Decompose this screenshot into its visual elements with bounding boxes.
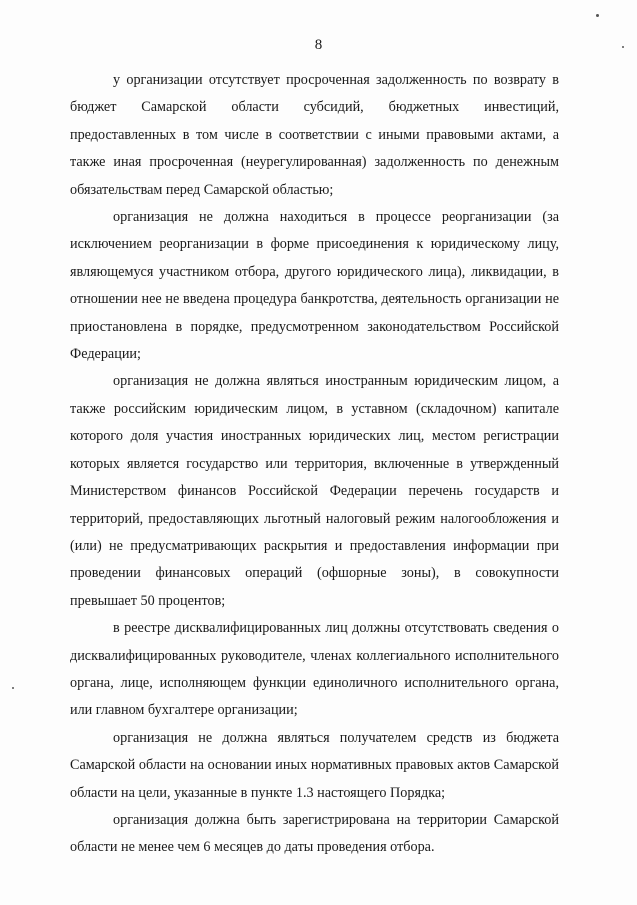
- paragraph-budget-recipient: организация не должна являться получателем средств из бюджета Самарской области на основании иных нормативных правовых актов Самарской области на цели, указанные в пункте 1.3 настоящего Порядка;: [70, 729, 559, 801]
- document-body: [70, 67, 559, 862]
- scan-speck: [596, 14, 599, 17]
- paragraph-registration: организация должна быть зарегистрирована на территории Самарской области не менее чем 6 месяцев до даты проведения отбора.: [70, 811, 559, 856]
- paragraph-disqualified-persons: в реестре дисквалифицированных лиц должны отсутствовать сведения о дисквалифицированных руководителе, членах коллегиального исполнительного органа, лице, исполняющем функции единоличного исполнительного органа, или главном бухгалтере организации;: [70, 620, 559, 719]
- paragraph-foreign-entity: организация не должна являться иностранным юридическим лицом, а также российским юридическим лицом, в уставном (складочном) капитале которого доля участия иностранных юридических лиц, местом регистрации которых является государство или территория, включенные в утвержденный Министерством финансов Российской Федерации перечень государств и территорий, предоставляющих льготный налоговый режим налогообложения и (или) не предусматривающих раскрытия и предоставления информации при проведении финансовых операций (офшорные зоны), в совокупности превышает 50 процентов;: [70, 373, 559, 609]
- scan-speck: [12, 687, 14, 689]
- page-number: 8: [314, 37, 323, 53]
- paragraph-reorganization: организация не должна находиться в процессе реорганизации (за исключением реорганизации в форме присоединения к юридическому лицу, являющемуся участником отбора, другого юридического лица), ликвидации, в отношении нее не введена процедура банкротства, деятельность организации не приостановлена в порядке, предусмотренном законодательством Российской Федерации;: [70, 209, 559, 363]
- paragraph-overdue-debt: у организации отсутствует просроченная задолженность по возврату в бюджет Самарской области субсидий, бюджетных инвестиций, предоставленных в том числе в соответствии с иными правовыми актами, а также иная просроченная (неурегулированная) задолженность по денежным обязательствам перед Самарской областью;: [70, 72, 559, 198]
